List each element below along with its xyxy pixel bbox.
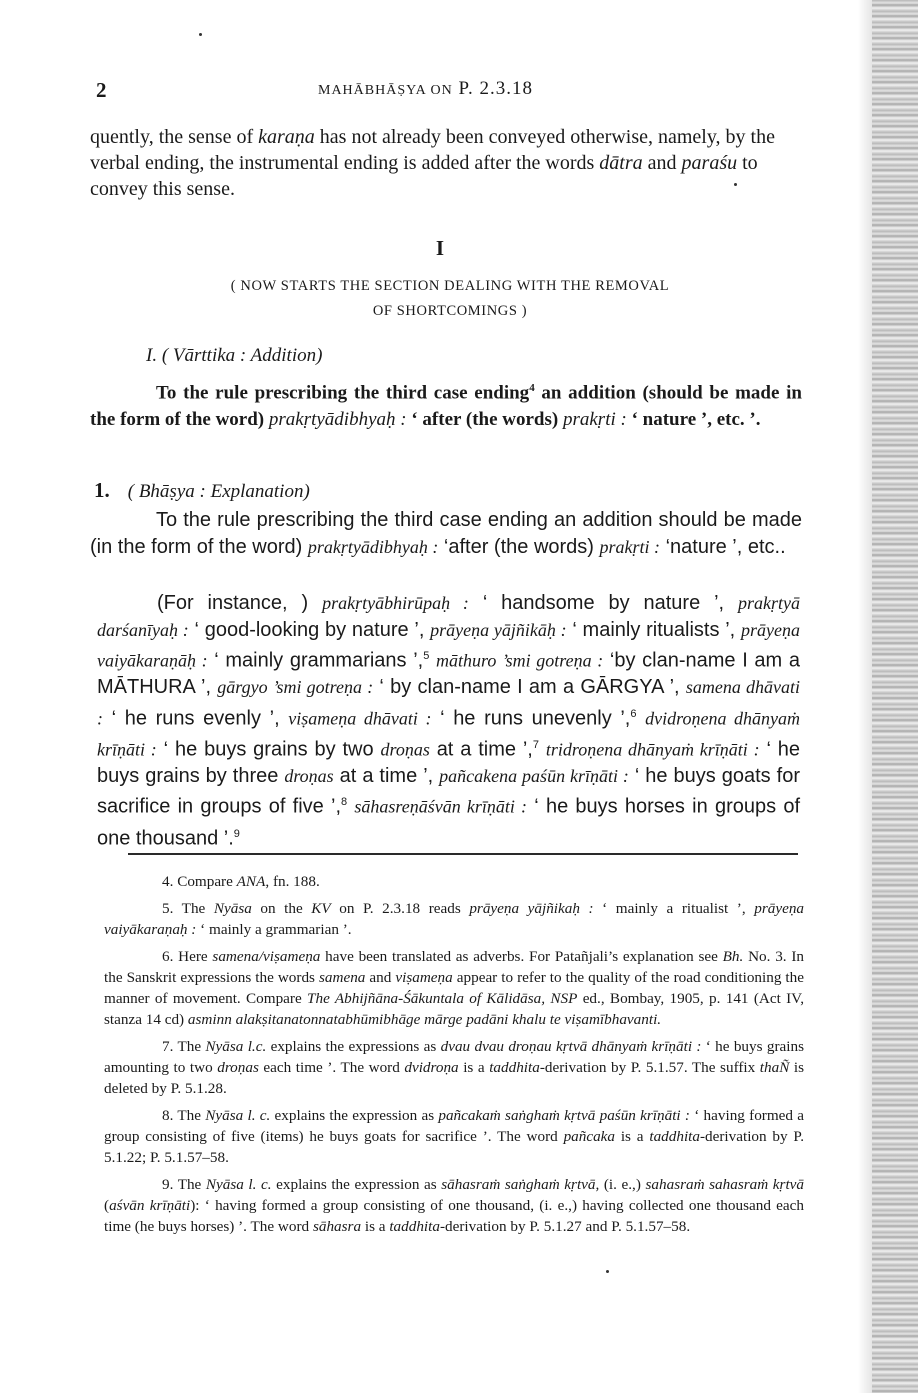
footnote-5: 5. The Nyāsa on the KV on P. 2.3.18 reads prāyeṇa yājñikaḥ : ‘ mainly a ritualist ’, prāyeṇa vaiyākaraṇaḥ : ‘ mainly a grammarian ’. — [104, 900, 805, 938]
bhasya-paragraph-1: To the rule prescribing the third case ending an addition should be made (in the form of the word) prakṛtyādibhyaḥ : ‘after (the words) prakṛti : ‘nature ’, etc.. — [90, 509, 802, 558]
running-head — [318, 78, 533, 100]
intro-paragraph: quently, the sense of karaṇa has not already been conveyed otherwise, namely, by the verbal ending, the instrumental ending is added after the words dātra and paraśu to convey this sense. — [90, 126, 775, 200]
section-numeral: I — [435, 236, 445, 260]
scan-speck — [199, 33, 202, 36]
page-number: 2 — [96, 78, 107, 102]
bhasya-heading: 1. ( Bhāṣya : Explanation) — [94, 478, 310, 502]
footnote-9: 9. The Nyāsa l. c. explains the expression as sāhasraṁ saṅghaṁ kṛtvā, (i. e.,) sahasraṁ sahasraṁ kṛtvā (aśvān krīṇāti): ‘ having formed a group consisting of one thousand, (i. e.,) having collected one thousand each time (he buys horses) ’. The word sāhasra is a taddhita-derivation by P. 5.1.27 and P. 5.1.57–58. — [104, 1176, 805, 1235]
footnote-6: 6. Here samena/viṣameṇa have been translated as adverbs. For Patañjali’s explanation see Bh. No. 3. In the Sanskrit expressions the words samena and viṣameṇa appear to refer to the quality of the road conditioning the manner of movement. Compare The Abhijñāna-Śākuntala of Kālidāsa, NSP ed., Bombay, 1905, p. 141 (Act IV, stanza 14 cd) asminn alakṣitanatonnatabhūmibhāge mārge padāni khalu te viṣamībhavanti. — [104, 948, 805, 1028]
scanned-page-edge — [872, 0, 918, 1393]
running-head-title: MAHĀBHĀṢYA ON — [318, 83, 453, 98]
footnote-7: 7. The Nyāsa l.c. explains the expressions as dvau dvau droṇau kṛtvā dhānyaṁ krīṇāti : ‘ he buys grains amounting to two droṇas each time ’. The word dvidroṇa is a taddhita-derivation by P. 5.1.57. The suffix thaÑ is deleted by P. 5.1.28. — [104, 1038, 805, 1097]
footnotes — [104, 871, 804, 1243]
varttika-text: To the rule prescribing the third case ending$^4$ an addition (should be made in the form of the word) prakṛtyādibhyaḥ : ‘ after (the words) prakṛti : ‘ nature ’, etc. ’. — [90, 382, 802, 431]
running-head-rule: P. 2.3.18 — [458, 78, 533, 99]
varttika-heading: I. ( Vārttika : Addition) — [146, 345, 323, 366]
section-title: ( NOW STARTS THE SECTION DEALING WITH THE REMOVAL OF SHORTCOMINGS ) — [230, 278, 670, 319]
footnote-8: 8. The Nyāsa l. c. explains the expression as pañcakaṁ saṅghaṁ kṛtvā paśūn krīṇāti : ‘ having formed a group consisting of five (items) he buys goats for sacrifice ’. The word pañcaka is a taddhita-derivation by P. 5.1.22; P. 5.1.57–58. — [104, 1107, 804, 1166]
bhasya-paragraph-2: (For instance, ) prakṛtyābhirūpaḥ : ‘ handsome by nature ’, prakṛtyā darśanīyaḥ : ‘ good-looking by nature ’, prāyeṇa yājñikāḥ : ‘ mainly ritualists ’, prāyeṇa vaiyākaraṇāḥ : ‘ mainly grammarians ’,$^5$ māthuro ’smi gotreṇa : ‘by clan-name I am a MĀTHURA ’, gārgyo ’smi gotreṇa : ‘ by clan-name I am a GĀRGYA ’, samena dhāvati : ‘ he runs evenly ’, viṣameṇa dhāvati : ‘ he runs unevenly ’,$^6$ dvidroṇena dhānyaṁ krīṇāti : ‘ he buys grains by two droṇas at a time ’,$^7$ tridroṇena dhānyaṁ krīṇāti : ‘ he buys grains by three droṇas at a time ’, pañcakena paśūn krīṇāti : ‘ he buys goats for sacrifice in groups of five ’,$^8$ sāhasreṇāśvān krīṇāti : ‘ he buys horses in groups of one thousand ’.$^9$ — [97, 592, 801, 850]
footnote-separator — [128, 853, 798, 855]
scan-speck — [606, 1270, 609, 1273]
page-header — [96, 78, 796, 104]
footnote-4: 4. Compare ANA, fn. 188. — [162, 873, 320, 890]
